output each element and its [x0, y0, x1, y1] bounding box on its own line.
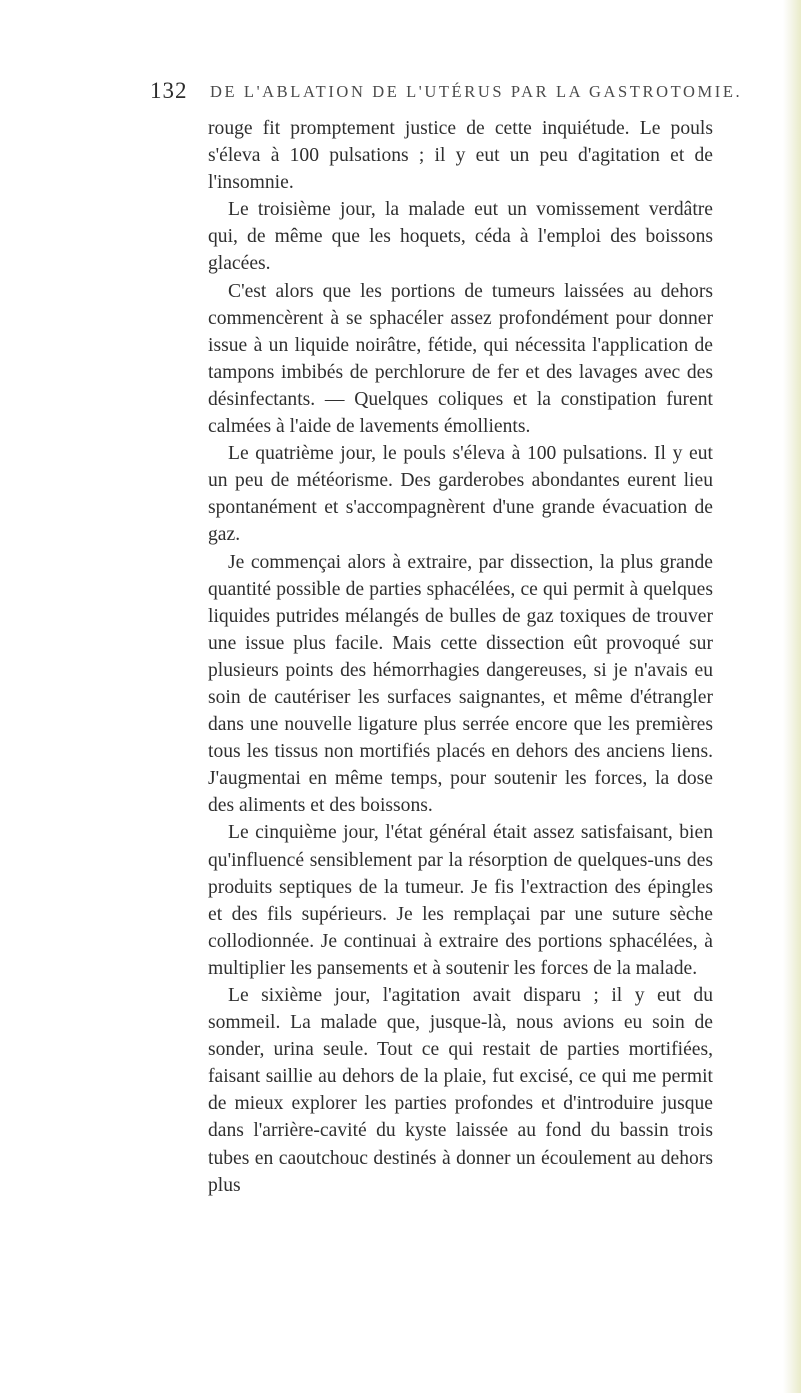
body-text: [208, 115, 713, 1199]
page-edge-shadow: [783, 0, 801, 1393]
paragraph-continuation: rouge fit promptement justice de cette inquiétude. Le pouls s'éleva à 100 pulsations ; il y eut un peu d'agitation et de l'insomnie.: [208, 118, 713, 194]
page-header: [150, 78, 743, 114]
page-number: 132: [150, 78, 188, 103]
paragraph-fifth-day: Le cinquième jour, l'état général était assez satisfaisant, bien qu'influencé sensiblement par la résorption de quelques-uns des produits septiques de la tumeur. Je fis l'extraction des épingles et des fils supérieurs. Je les remplaçai par une suture sèche collodionnée. Je continuai à extraire des portions sphacélées, à multiplier les pansements et à soutenir les forces de la malade.: [208, 822, 713, 979]
paragraph-sixth-day: Le sixième jour, l'agitation avait disparu ; il y eut du sommeil. La malade que, jusque-là, nous avions eu soin de sonder, urina seule. Tout ce qui restait de parties mortifiées, faisant saillie au dehors de la plaie, fut excisé, ce qui me permit de mieux explorer les parties profondes et d'introduire jusque dans l'arrière-cavité du kyste laissée au fond du bassin trois tubes en caoutchouc destinés à donner un écoulement au dehors plus: [208, 985, 713, 1196]
paragraph-dissection: Je commençai alors à extraire, par dissection, la plus grande quantité possible de parties sphacélées, ce qui permit à quelques liquides putrides mélangés de bulles de gaz toxiques de trouver une issue plus facile. Mais cette dissection eût provoqué sur plusieurs points des hémorrhagies dangereuses, si je n'avais eu soin de cautériser les surfaces saignantes, et même d'étrangler dans une nouvelle ligature plus serrée encore que les premières tous les tissus non mortifiés placés en dehors des anciens liens. J'augmentai en même temps, pour soutenir les forces, la dose des aliments et des boissons.: [208, 551, 713, 817]
running-title: DE L'ABLATION DE L'UTÉRUS PAR LA GASTROTOMIE.: [210, 82, 743, 101]
paragraph-sphacelation: C'est alors que les portions de tumeurs laissées au dehors commencèrent à se sphacéler assez profondément pour donner issue à un liquide noirâtre, fétide, qui nécessita l'application de tampons imbibés de perchlorure de fer et des lavages avec des désinfectants. — Quelques coliques et la constipation furent calmées à l'aide de lavements émollients.: [208, 280, 713, 438]
paragraph-third-day: Le troisième jour, la malade eut un vomissement verdâtre qui, de même que les hoquets, céda à l'emploi des boissons glacées.: [208, 199, 713, 275]
paragraph-fourth-day: Le quatrième jour, le pouls s'éleva à 100 pulsations. Il y eut un peu de météorisme. Des garderobes abondantes eurent lieu spontanément et s'accompagnèrent d'une grande évacuation de gaz.: [208, 443, 713, 546]
